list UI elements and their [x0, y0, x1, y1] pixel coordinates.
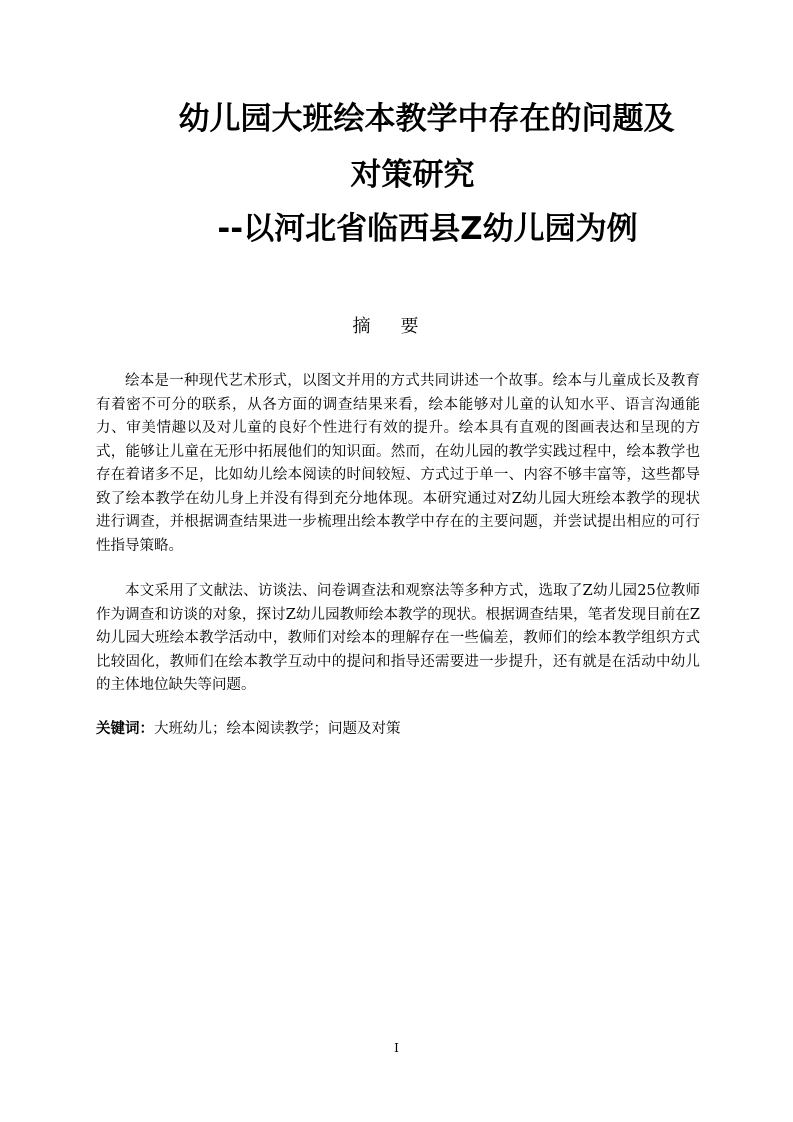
keywords-line [96, 718, 700, 742]
subtitle: --以河北省临西县Z幼儿园为例 [217, 211, 638, 247]
keywords-label: 关键词： [96, 721, 154, 737]
keywords-value: 大班幼儿；绘本阅读教学；问题及对策 [154, 721, 401, 737]
title-line-2: 对策研究 [350, 157, 475, 193]
abstract-paragraph-2: 本文采用了文献法、访谈法、问卷调查法和观察法等多种方式，选取了Z幼儿园25位教师作为调查和访谈的对象，探讨Z幼儿园教师绘本教学的现状。根据调查结果，笔者发现目前在Z幼儿园大班绘本教学活动中，教师们对绘本的理解存在一些偏差，教师们的绘本教学组织方式比较固化，教师们在绘本教学互动中的提问和指导还需要进一步提升，还有就是在活动中幼儿的主体地位缺失等问题。 [96, 583, 700, 693]
page-number: I [394, 1041, 399, 1055]
title-line-1: 幼儿园大班绘本教学中存在的问题及 [178, 101, 675, 137]
abstract-heading: 摘要 [352, 316, 449, 337]
abstract-paragraph-1: 绘本是一种现代艺术形式，以图文并用的方式共同讲述一个故事。绘本与儿童成长及教育有着密不可分的联系，从各方面的调查结果来看，绘本能够对儿童的认知水平、语言沟通能力、审美情趣以及对儿童的良好个性进行有效的提升。绘本具有直观的图画表达和呈现的方式，能够让儿童在无形中拓展他们的知识面。然而，在幼儿园的教学实践过程中，绘本教学也存在着诸多不足，比如幼儿绘本阅读的时间较短、方式过于单一、内容不够丰富等，这些都导致了绘本教学在幼儿身上并没有得到充分地体现。本研究通过对Z幼儿园大班绘本教学的现状进行调查，并根据调查结果进一步梳理出绘本教学中存在的主要问题，并尝试提出相应的可行性指导策略。 [96, 373, 700, 554]
